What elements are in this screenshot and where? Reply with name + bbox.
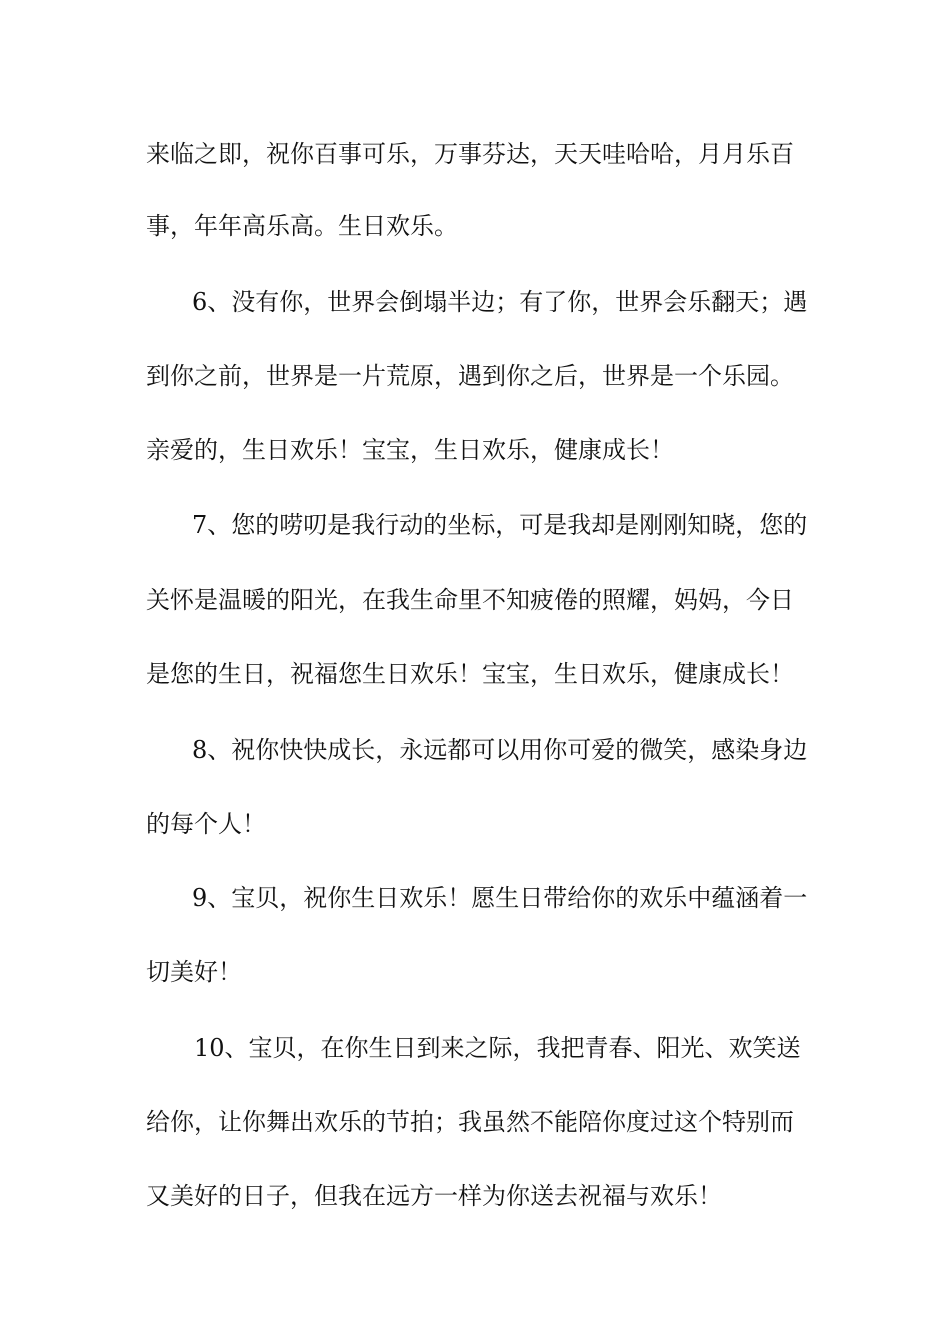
paragraph-10-start: 10、宝贝，在你生日到来之际，我把青春、阳光、欢笑送 [194, 1034, 801, 1062]
text-line: 关怀是温暖的阳光，在我生命里不知疲倦的照耀，妈妈，今日 [146, 586, 794, 614]
text-line: 亲爱的，生日欢乐！宝宝，生日欢乐，健康成长！ [146, 436, 674, 464]
text-line: 事，年年高乐高。生日欢乐。 [146, 212, 458, 240]
text-line: 给你，让你舞出欢乐的节拍；我虽然不能陪你度过这个特别而 [146, 1108, 794, 1136]
text-line: 又美好的日子，但我在远方一样为你送去祝福与欢乐！ [146, 1182, 722, 1210]
paragraph-7-start: 7、您的唠叨是我行动的坐标，可是我却是刚刚知晓，您的 [192, 511, 808, 539]
paragraph-8-start: 8、祝你快快成长，永远都可以用你可爱的微笑，感染身边 [192, 736, 808, 764]
paragraph-9-start: 9、宝贝，祝你生日欢乐！愿生日带给你的欢乐中蕴涵着一 [192, 884, 808, 912]
text-line: 是您的生日，祝福您生日欢乐！宝宝，生日欢乐，健康成长！ [146, 660, 794, 688]
text-line: 的每个人！ [146, 810, 266, 838]
paragraph-6-start: 6、没有你，世界会倒塌半边；有了你，世界会乐翻天；遇 [192, 288, 808, 316]
text-line: 来临之即，祝你百事可乐，万事芬达，天天哇哈哈，月月乐百 [146, 140, 794, 168]
text-line: 切美好！ [146, 958, 242, 986]
text-line: 到你之前，世界是一片荒原，遇到你之后，世界是一个乐园。 [146, 362, 794, 390]
